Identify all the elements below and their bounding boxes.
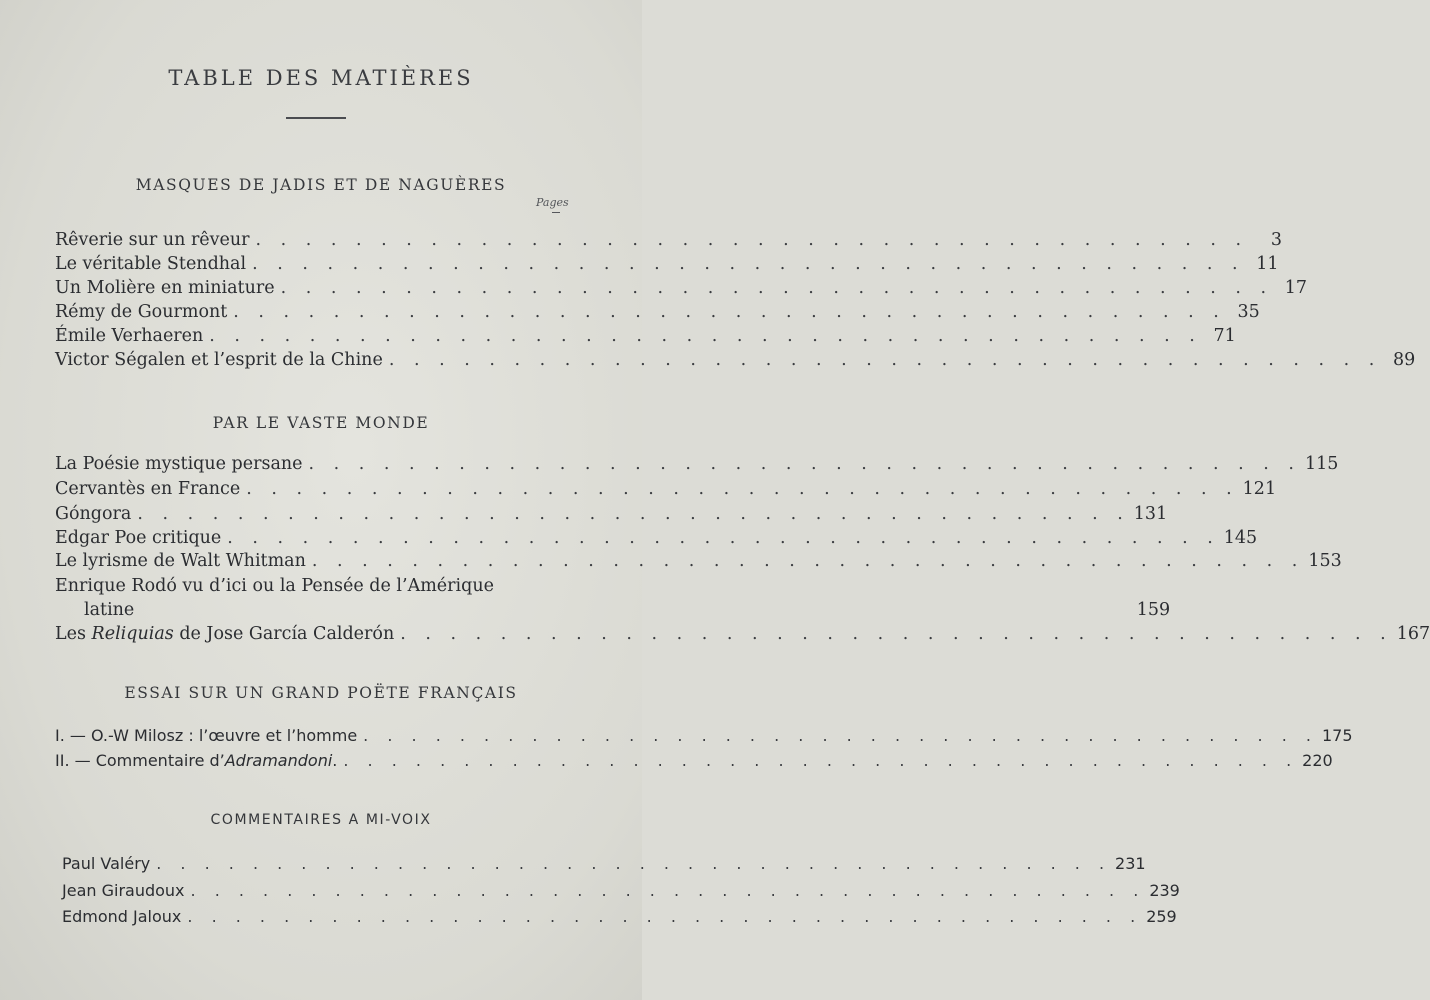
entry-label: Victor Ségalen et l’esprit de la Chine xyxy=(55,350,383,370)
dot-leader: . . . . . . . . . . . . . . . . . . . . . . . . . . . . . . . . . . . . . . . . xyxy=(209,326,1202,346)
entry-page: 167 xyxy=(1396,624,1430,644)
toc-entry[interactable] xyxy=(55,276,1308,300)
toc-entry[interactable] xyxy=(55,622,1430,646)
entry-page: 231 xyxy=(1115,854,1146,873)
entry-label: Le lyrisme de Walt Whitman xyxy=(55,551,306,571)
entry-page: 145 xyxy=(1223,528,1258,548)
entry-page: 3 xyxy=(1270,230,1283,250)
entry-label: Paul Valéry xyxy=(62,854,151,873)
dot-leader: . . . . . . . . . . . . . . . . . . . . . . . . . . . . . . . . . . . . . . . . xyxy=(311,551,1305,571)
dot-leader: . . . . . . . . . . . . . . . . . . . . . . . . . . . . . . . . . . . . . . . . xyxy=(187,907,1143,926)
toc-entry[interactable] xyxy=(62,879,1180,903)
dot-leader: . . . . . . . . . . . . . . . . . . . . . . . . . . . . . . . . . . . . . . . . xyxy=(280,278,1274,298)
toc-entry[interactable] xyxy=(55,549,1342,573)
entry-label: II. — Commentaire d’Adramandoni. xyxy=(55,751,338,770)
entry-page: 71 xyxy=(1213,326,1236,346)
toc-entry[interactable] xyxy=(55,502,1168,526)
entry-label-italic: Reliquias xyxy=(91,624,174,644)
toc-entry-continuation[interactable] xyxy=(84,598,1171,622)
dot-leader: . . . . . . . . . . . . . . . . . . . . . . . . . . . . . . . . . . . . . . . . xyxy=(252,254,1245,274)
entry-page: 11 xyxy=(1256,254,1279,274)
entry-label-italic: Adramandoni xyxy=(224,751,333,770)
toc-entry[interactable] xyxy=(55,526,1258,550)
dot-leader: . . . . . . . . . . . . . . . . . . . . . . . . . . . . . . . . . . . . . . . . xyxy=(246,479,1239,499)
entry-label: latine xyxy=(84,600,135,620)
toc-entry[interactable] xyxy=(55,452,1339,476)
entry-page: 89 xyxy=(1393,350,1416,370)
pages-column-label: Pages xyxy=(536,196,569,209)
dot-leader: . . . . . . . . . . . . . . . . . . . . . . . . . . . . . . . . . . . . . . . . xyxy=(363,726,1318,745)
dot-leader: . . . . . . . . . . . . . . . . . . . . . . . . . . . . . . . . . . . . . . . . xyxy=(137,504,1130,524)
entry-page: 35 xyxy=(1237,302,1260,322)
dot-leader: . . . . . . . . . . . . . . . . . . . . . . . . . . . . . . . . . . . . . . . . xyxy=(343,751,1299,770)
entry-label: Jean Giraudoux xyxy=(62,881,185,900)
entry-label: Les Reliquias de Jose García Calderón xyxy=(55,624,395,644)
entry-label: Edgar Poe critique xyxy=(55,528,222,548)
entry-page: 121 xyxy=(1242,479,1277,499)
toc-entry[interactable] xyxy=(55,252,1279,276)
entry-page: 153 xyxy=(1308,551,1342,571)
entry-page: 131 xyxy=(1133,504,1168,524)
entry-page: 115 xyxy=(1305,454,1339,474)
entry-label: Un Molière en miniature xyxy=(55,278,275,298)
dot-leader: . . . . . . . . . . . . . . . . . . . . . . . . . . . . . . . . . . . . . . . . xyxy=(308,454,1301,474)
page-title: TABLE DES MATIÈRES xyxy=(168,66,474,90)
entry-label: La Poésie mystique persane xyxy=(55,454,303,474)
entry-label: Rêverie sur un rêveur xyxy=(55,230,250,250)
dot-leader: . . . . . . . . . . . . . . . . . . . . . . . . . . . . . . . . . . . . . . . . xyxy=(190,881,1146,900)
dot-leader: . . . . . . . . . . . . . . . . . . . . . . . . . . . . . . . . . . . . . . . . xyxy=(255,230,1249,250)
toc-entry[interactable] xyxy=(55,724,1353,748)
entry-page: 175 xyxy=(1321,726,1353,745)
entry-label: Edmond Jaloux xyxy=(62,907,182,926)
dot-leader: . . . . . . . . . . . . . . . . . . . . . . . . . . . . . . . . . . . . . . . . xyxy=(388,350,1382,370)
toc-entry[interactable] xyxy=(55,300,1260,324)
entry-page: 259 xyxy=(1146,907,1177,926)
dot-leader: . . . . . . . . . . . . . . . . . . . . . . . . . . . . . . . . . . . . . . . . xyxy=(400,624,1393,644)
entry-page: 220 xyxy=(1302,751,1333,770)
entry-page: 239 xyxy=(1149,881,1180,900)
section-heading-commentaires: COMMENTAIRES A MI-VOIX xyxy=(210,812,432,828)
dot-leader: . . . . . . . . . . . . . . . . . . . . . . . . . . . . . . . . . . . . . . . . xyxy=(227,528,1220,548)
toc-entry[interactable] xyxy=(55,749,1333,773)
toc-entry[interactable] xyxy=(55,574,575,598)
toc-entry[interactable] xyxy=(62,905,1177,929)
entry-label: Cervantès en France xyxy=(55,479,241,499)
entry-label: I. — O.-W Milosz : l’œuvre et l’homme xyxy=(55,726,358,745)
dot-leader: . . . . . . . . . . . . . . . . . . . . . . . . . . . . . . . . . . . . . . . . xyxy=(156,854,1112,873)
toc-entry[interactable] xyxy=(55,348,1416,372)
toc-entry[interactable] xyxy=(55,477,1277,501)
entry-label: Rémy de Gourmont xyxy=(55,302,228,322)
entry-label: Émile Verhaeren xyxy=(55,326,204,346)
entry-label: Enrique Rodó vu d’ici ou la Pensée de l’Amérique xyxy=(55,576,494,596)
section-heading-vaste-monde: PAR LE VASTE MONDE xyxy=(212,414,430,432)
toc-entry[interactable] xyxy=(62,852,1146,876)
title-rule xyxy=(286,117,346,119)
dot-leader xyxy=(134,598,1132,622)
toc-entry[interactable] xyxy=(55,228,1283,252)
pages-label-rule xyxy=(552,212,560,213)
entry-page: 159 xyxy=(1136,600,1171,620)
section-heading-masques: MASQUES DE JADIS ET DE NAGUÈRES xyxy=(135,176,507,194)
dot-leader: . . . . . . . . . . . . . . . . . . . . . . . . . . . . . . . . . . . . . . . . xyxy=(233,302,1226,322)
entry-label: Le véritable Stendhal xyxy=(55,254,247,274)
toc-entry[interactable] xyxy=(55,324,1236,348)
entry-label: Góngora xyxy=(55,504,132,524)
entry-page: 17 xyxy=(1284,278,1308,298)
section-heading-essai: ESSAI SUR UN GRAND POËTE FRANÇAIS xyxy=(124,684,518,702)
